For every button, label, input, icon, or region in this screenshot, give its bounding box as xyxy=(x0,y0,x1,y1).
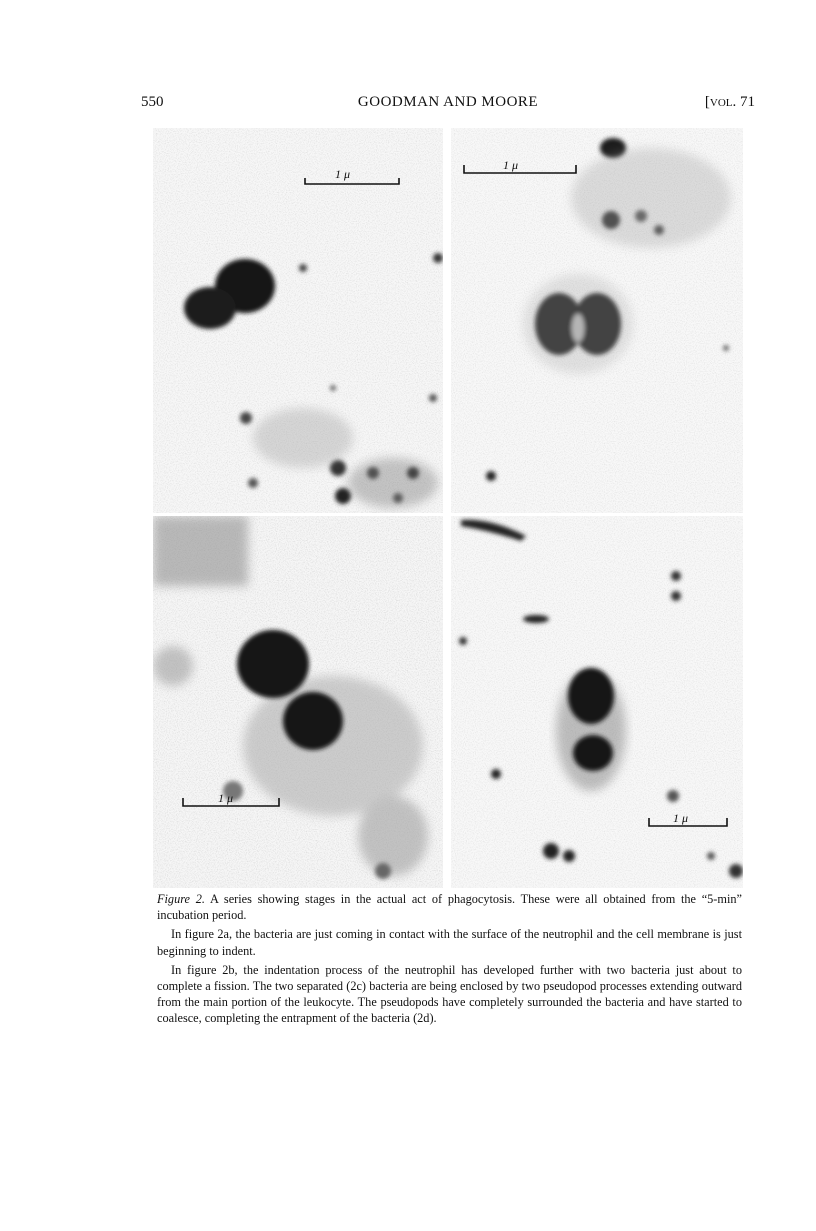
figure-plate xyxy=(153,128,743,888)
caption-paragraph-b: In figure 2b, the indentation process of the neutrophil has developed further with two bacteria just about to complete a fission. The two separated (2c) bacteria are being enclosed by two pseudopod processes extending outward from the main portion of the leukocyte. The pseudopods have completely surrounded the bacteria and have started to coalesce, completing the entrapment of the bacteria (2d). xyxy=(157,962,742,1026)
scale-bar-label-2c: 1 μ xyxy=(218,791,234,805)
caption-intro-text: A series showing stages in the actual act of phagocytosis. These were all obtained from the “5-min” incubation period. xyxy=(157,892,742,923)
page-header xyxy=(141,94,755,116)
figure-caption xyxy=(157,891,742,1030)
running-title: GOODMAN AND MOORE xyxy=(357,94,539,110)
micrograph-panel-2a xyxy=(153,128,443,513)
volume-label: [vol. 71 xyxy=(704,94,755,110)
scale-bar-label-2b: 1 μ xyxy=(503,158,519,172)
micrograph-panel-2d xyxy=(451,516,743,888)
page-number: 550 xyxy=(141,94,164,110)
scale-bar-label-2d: 1 μ xyxy=(673,811,689,825)
micrograph-panel-2b xyxy=(451,128,743,513)
scale-bar-label-2a: 1 μ xyxy=(335,167,351,181)
micrograph-panel-2c xyxy=(153,516,443,888)
caption-paragraph-a: In figure 2a, the bacteria are just coming in contact with the surface of the neutrophil and the cell membrane is just beginning to indent. xyxy=(157,927,742,958)
figure-label: Figure 2. xyxy=(157,892,205,906)
caption-intro xyxy=(157,891,742,923)
